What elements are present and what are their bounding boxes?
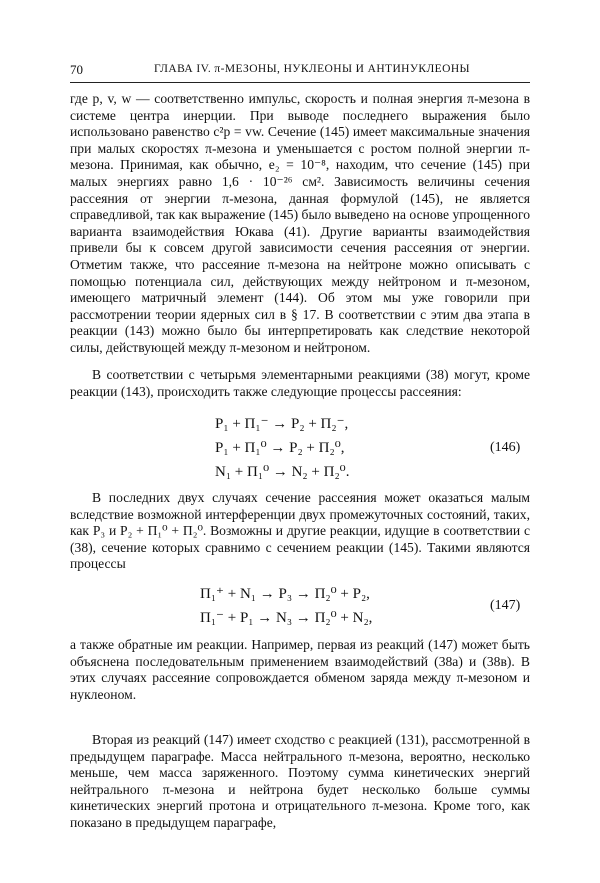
- header-rule: [70, 82, 530, 83]
- page-number: 70: [70, 62, 83, 77]
- equation-147-line-2: Π₁⁻ + P₁ → N₃ → Π₂⁰ + N₂,: [200, 610, 373, 626]
- paragraph-3: В последних двух случаях сечение рассеяния может оказаться малым вследствие возможной интерференции двух промежуточных состояний, таких, как P₃ и P₂ + Π₁⁰ + Π₂⁰. Возможны и другие реакции, идущие в соответствии с (38), сечение которых сравнимо с сечением реакции (145). Такими являются процессы: [70, 490, 530, 572]
- paragraph-2: В соответствии с четырьмя элементарными реакциями (38) могут, кроме реакции (143), происходить также следующие процессы рассеяния:: [70, 367, 530, 399]
- equation-147-label: (147): [490, 598, 521, 613]
- paragraph-4: а также обратные им реакции. Например, первая из реакций (147) может быть объяснена последовательным применением взаимодействий (38а) и (38в). В этих случаях рассеяние сопровождается обменом заряда между π-мезоном и нуклеоном.: [70, 637, 530, 702]
- equation-147-line-1: Π₁⁺ + N₁ → P₃ → Π₂⁰ + P₂,: [200, 586, 370, 602]
- paragraph-5: Вторая из реакций (147) имеет сходство с реакцией (131), рассмотренной в предыдущем параграфе. Масса нейтрального π-мезона, вероятно, несколько меньше, чем масса заряженного. Поэтому сумма кинетических энергий нейтрального π-мезона и нейтрона будет несколько больше суммы кинетических энергий протона и отрицательного π-мезона. Кроме того, как показано в предыдущем параграфе,: [70, 732, 530, 830]
- paragraph-1: где p, v, w — соответственно импульс, скорость и полная энергия π-мезона в системе центра инерции. При выводе последнего выражения было использовано равенство c²p = vw. Сечение (145) имеет максимальные значения при малых скоростях π-мезона и уменьшается с ростом полной энергии π-мезона. Принимая, как обычно, e₂ = 10⁻⁸, находим, что сечение (145) при малых энергиях равно 1,6 · 10⁻²⁶ см². Зависимость величины сечения рассеяния от энергии π-мезона, данная формулой (145), не является справедливой, так как выражение (145) было выведено на основе упрощенного варианта взаимодействия Юкава (41). Другие варианты взаимодействия привели бы к совсем другой зависимости сечения рассеяния от энергии. Отметим также, что рассеяние π-мезона на нейтроне можно описывать с помощью потенциала сил, действующих между нейтроном и π-мезоном, имеющего матричный элемент (144). Об этом мы уже говорили при рассмотрении теории ядерных сил в § 17. В соответствии с этим два этапа в реакции (143) можно было бы интерпретировать как следствие некоторой силы, действующей между π-мезоном и нейтроном.: [70, 91, 530, 355]
- equation-146-label: (146): [490, 440, 521, 455]
- running-header: [70, 62, 530, 78]
- equation-146-line-2: P₁ + Π₁⁰ → P₂ + Π₂⁰,: [215, 440, 345, 456]
- equation-146-line-1: P₁ + Π₁⁻ → P₂ + Π₂⁻,: [215, 416, 349, 432]
- running-head-title: ГЛАВА IV. π-МЕЗОНЫ, НУКЛЕОНЫ И АНТИНУКЛЕОНЫ: [154, 63, 470, 75]
- equation-146-line-3: N₁ + Π₁⁰ → N₂ + Π₂⁰.: [215, 464, 350, 480]
